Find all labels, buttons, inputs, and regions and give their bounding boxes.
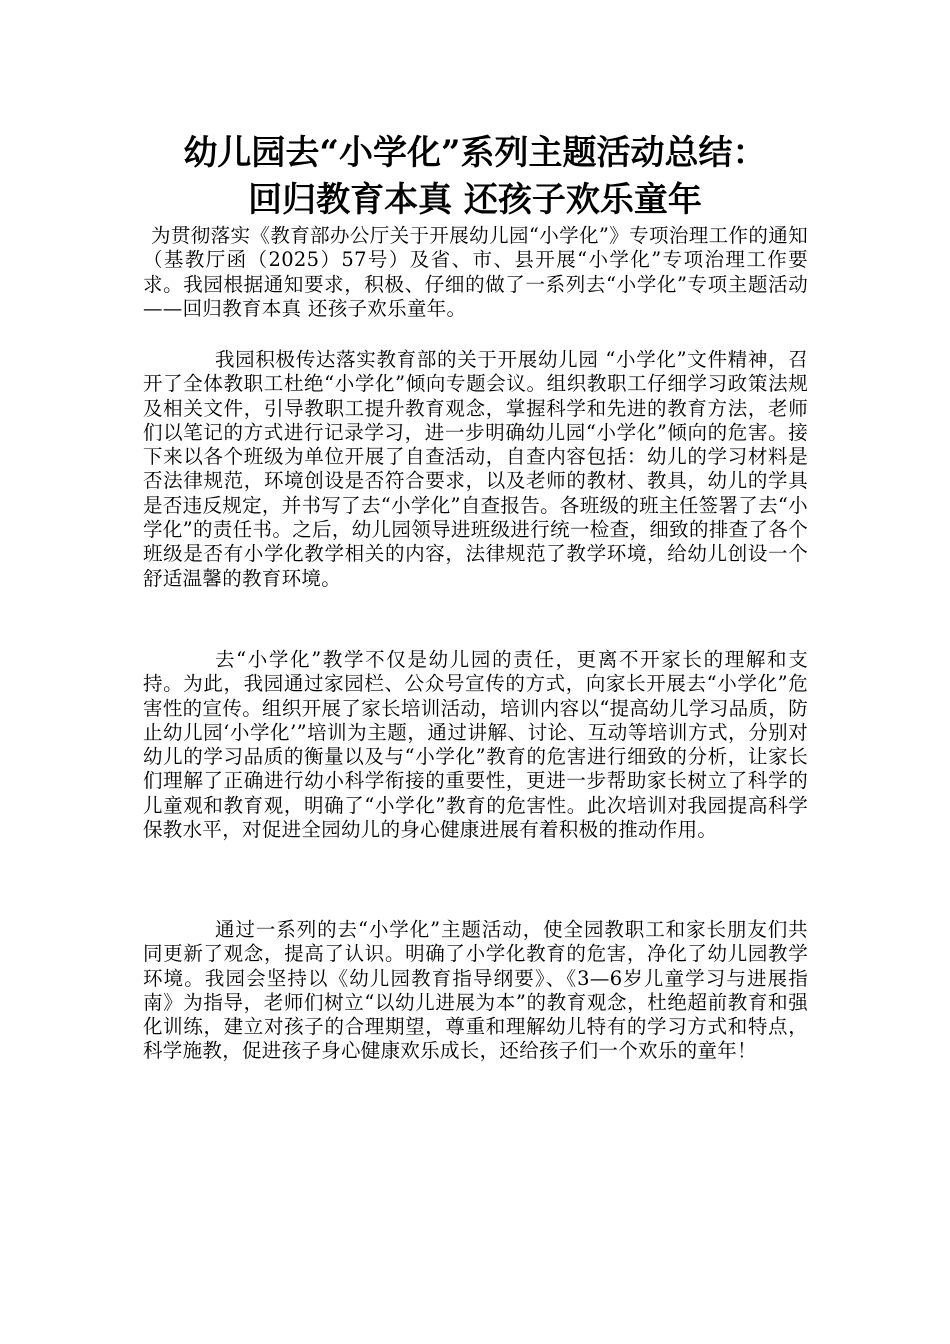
body-paragraph-conclusion: 通过一系列的去“小学化”主题活动，使全园教职工和家长朋友们共同更新了观念，提高了认识。明确了小学化教育的危害，净化了幼儿园教学环境。我园会坚持以《幼儿园教育指导纲要》、《3—6岁儿童学习与进展指南》为指导，老师们树立“以幼儿进展为本”的教育观念，杜绝超前教育和强化训练，建立对孩子的合理期望，尊重和理解幼儿特有的学习方式和特点，科学施教，促进孩子身心健康欢乐成长，还给孩子们一个欢乐的童年！ bbox=[143, 918, 808, 1063]
document-title-line2: 回归教育本真 还孩子欢乐童年 bbox=[248, 180, 702, 220]
intro-paragraph: 为贯彻落实《教育部办公厅关于开展幼儿园“小学化”》专项治理工作的通知（基教厅函（2025）57号）及省、市、县开展“小学化”专项治理工作要求。我园根据通知要求，积极、仔细的做了一系列去“小学化”专项主题活动——回归教育本真 还孩子欢乐童年。 bbox=[143, 224, 808, 320]
body-paragraph-staff-training: 我园积极传达落实教育部的关于开展幼儿园 “小学化”文件精神，召开了全体教职工杜绝“小学化”倾向专题会议。组织教职工仔细学习政策法规及相关文件，引导教职工提升教育观念，掌握科学和先进的教育方法，老师们以笔记的方式进行记录学习，进一步明确幼儿园“小学化”倾向的危害。接下来以各个班级为单位开展了自查活动，自查内容包括：幼儿的学习材料是否法律规范，环境创设是否符合要求，以及老师的教材、教具，幼儿的学具是否违反规定，并书写了去“小学化”自查报告。各班级的班主任签署了去“小学化”的责任书。之后，幼儿园领导进班级进行统一检查，细致的排查了各个班级是否有小学化教学相关的内容，法律规范了教学环境，给幼儿创设一个舒适温馨的教育环境。 bbox=[143, 348, 808, 590]
document-title-line1: 幼儿园去“小学化”系列主题活动总结： bbox=[183, 133, 767, 173]
body-paragraph-parent-training: 去“小学化”教学不仅是幼儿园的责任，更离不开家长的理解和支持。为此，我园通过家园栏、公众号宣传的方式，向家长开展去“小学化”危害性的宣传。组织开展了家长培训活动，培训内容以“提高幼儿学习品质，防止幼儿园‘小学化’”培训为主题，通过讲解、讨论、互动等培训方式，分别对幼儿的学习品质的衡量以及与“小学化”教育的危害进行细致的分析，让家长们理解了正确进行幼小科学衔接的重要性，更进一步帮助家长树立了科学的儿童观和教育观，明确了“小学化”教育的危害性。此次培训对我园提高科学保教水平，对促进全园幼儿的身心健康进展有着积极的推动作用。 bbox=[143, 648, 808, 842]
